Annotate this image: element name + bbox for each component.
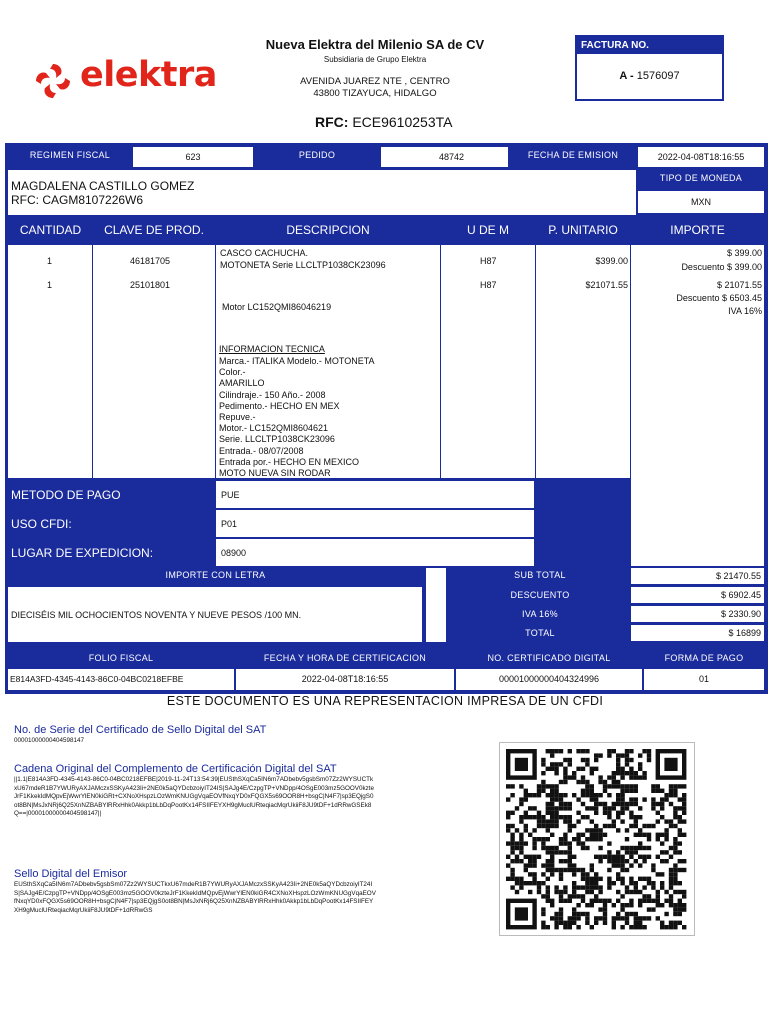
total-value: $ 16899 [631,625,764,641]
item-2-udm: H87 [480,280,497,290]
lugar-expedicion-label: LUGAR DE EXPEDICION: [11,546,154,560]
rfc-emisor-value: ECE9610253TA [352,114,453,130]
desc-line: Marca.- ITALIKA Modelo.- MOTONETA [219,356,375,366]
uso-cfdi-value: P01 [216,510,534,537]
elektra-logo [32,55,222,108]
company-address-line2: 43800 TIZAYUCA, HIDALGO [313,88,437,99]
importe-letra-label: IMPORTE CON LETRA [165,570,266,580]
descuento-label: DESCUENTO [510,590,570,600]
pedido-value: 48742 [381,147,508,167]
importe-letra-value: DIECISÉIS MIL OCHOCIENTOS NOVENTA Y NUEVE PESOS /100 MN. [11,610,302,620]
descuento-value: $ 6902.45 [631,587,764,603]
regimen-label: REGIMEN FISCAL [29,150,111,160]
sat-serie-value: 00001000000404598147 [14,737,85,744]
cliente-box [8,170,636,215]
col-udm: U DE M [467,223,509,237]
fecha-certificacion-label: FECHA Y HORA DE CERTIFICACION [263,653,427,663]
item-2-unitario: $21071.55 [585,280,628,290]
desc-line: Color.- [219,367,246,378]
folio-fiscal-value: E814A3FD-4345-4143-86C0-04BC0218EFBE [8,669,234,690]
col-cantidad: CANTIDAD [19,223,82,237]
company-subsidiary: Subsidiaria de Grupo Elektra [323,55,427,64]
factura-folio: 1576097 [636,70,680,82]
cliente-name: MAGDALENA CASTILLO GOMEZ [11,179,195,193]
factura-label: FACTURA NO. [577,37,722,54]
col-importe: IMPORTE [670,223,725,237]
subtotal-label: SUB TOTAL [514,570,566,580]
pedido-label: PEDIDO [298,150,336,160]
uso-cfdi-label: USO CFDI: [11,517,72,531]
item-2-importe: $ 21071.55 [716,280,762,290]
certificado-digital-label: NO. CERTIFICADO DIGITAL [487,653,611,663]
fecha-emision-value: 2022-04-08T18:16:55 [638,147,764,167]
qr-code-icon [500,743,694,935]
desc-line: Entrada por.- HECHO EN MEXICO [219,456,360,467]
elektra-logo-text: elektra [80,55,217,95]
moneda-value: MXN [638,191,764,213]
company-name: Nueva Elektra del Milenio SA de CV [265,37,485,52]
col-unitario: P. UNITARIO [548,223,618,237]
elektra-logo-icon [32,60,74,102]
desc-line: Motor.- LC152QMI8604621 [219,423,329,434]
item-1-importe: $ 399.00 [726,248,762,258]
col-descripcion: DESCRIPCION [286,223,370,237]
total-label: TOTAL [525,628,555,638]
lugar-expedicion-value: 08900 [216,539,534,566]
qr-code [499,742,695,936]
desc-line: MOTO NUEVA SIN RODAR [219,468,331,479]
fecha-emision-label: FECHA DE EMISION [527,150,619,160]
sat-sello-title: Sello Digital del Emisor [14,868,128,880]
forma-pago-label: FORMA DE PAGO [664,653,744,663]
forma-pago-value: 01 [644,669,764,690]
item-1-descuento: Descuento $ 399.00 [681,262,762,272]
fecha-certificacion-value: 2022-04-08T18:16:55 [236,669,454,690]
moneda-label: TIPO DE MONEDA [659,173,743,183]
iva-value: $ 2330.90 [631,606,764,622]
sat-cadena-value: ||1.1|E814A3FD-4345-4143-86C0-04BC0218EFBE|2019-11-24T13:54:39|EUSthSXqCa5IN6m7ADbebv5gsbSm07Zz2WYSUCTkxU67mdeR1B7YWURyAXJAMczxSSKyA423Ii+2NE0k5aQYDcbzoiyIT24IS|SAJg4E/CzpgTP+VNDpp/4OSgE003mz5GOOV0kzteJrF1KkekIdMQpvEjWwrYlEN0kiGRt+CXNoXHspzLOzWmKNUGgVqaEOVfNxqYD0xFQGX5s69OOR8H+bsgC|N4F7|sp3EQjgS0ot8BN|MsJxNRj6Q25XnNZBABYlRRxHhk0Akkp1bLbDqPootKx14FSIIFEYXH9gMuclURteqiacMqrUkiiF8JU9tDF+1dRRwGSEk8Q==|00001000000404598147|| [14,776,375,818]
folio-fiscal-label: FOLIO FISCAL [88,653,154,663]
desc-line: Pedimento.- HECHO EN MEX [219,400,340,411]
representacion-impresa: ESTE DOCUMENTO ES UNA REPRESENTACION IMPRESA DE UN CFDI [166,694,604,708]
rfc-emisor [315,114,452,130]
desc-motor: Motor LC152QMI86046219 [222,302,332,312]
item-2-cantidad: 1 [47,280,53,290]
item-1-clave: 46181705 [130,256,171,266]
regimen-value: 623 [133,147,253,167]
item-1-cantidad: 1 [47,256,53,266]
desc-info-title: INFORMACION TECNICA [219,344,325,354]
item-1-descripcion: CASCO CACHUCHA. [220,248,309,258]
metodo-pago-value: PUE [216,481,534,508]
sat-serie-title: No. de Serie del Certificado de Sello Digital del SAT [14,724,267,736]
desc-line: Entrada.- 08/07/2008 [219,445,304,456]
item-2-descuento: Descuento $ 6503.45 [676,293,762,303]
sat-sello-value: EUSthSXqCa5IN6m7ADbebv5gsbSm07Zz2WYSUCTkxU67mdeR1B7YWURyAXJAMczxSSKyA423Ii+2NE0k5aQYDcbzoiyIT24IS|SAJg4E/CzpgTP+VNDpp/4OSgE003mz5GOOV0kzteJrF1KkekIdMQpvEjWwrYlEN0kiGR4CXNoXHspzLOzWmKNUGgVqaEOVfNxqYD0xFQGX5s69OOR8H+bsgC|N4F7|sp3EQjgS0ot8BN|MsJxNRj6Q25XnNZBABYlRRxHhk0Akkp1bLbDqPootKx14FSIIFEYXH9gMuclURteqiacMqrUkiiF8JU9tDF+1dRRwGS [14,881,376,914]
item-1-udm: H87 [480,256,497,266]
iva-label: IVA 16% [522,609,558,619]
desc-line: Cilindraje.- 150 Año.- 2008 [219,389,326,400]
certificado-digital-value: 00001000000404324996 [456,669,642,690]
item-2-clave: 25101801 [130,280,171,290]
factura-box [575,35,724,101]
rfc-emisor-label: RFC: [315,114,349,130]
subtotal-value: $ 21470.55 [631,568,764,584]
desc-line: Serie. LLCLTP1038CK23096 [219,434,335,445]
importe-letra-divider [426,568,446,642]
factura-number [577,70,722,82]
sat-cadena-title: Cadena Original del Complemento de Certificación Digital del SAT [14,763,337,775]
desc-line: AMARILLO [219,378,265,389]
item-2-descripcion: MOTONETA Serie LLCLTP1038CK23096 [220,260,386,270]
desc-line: Repuve.- [219,412,256,423]
desc-info-lines [219,356,375,479]
cliente-rfc: RFC: CAGM8107226W6 [11,193,144,207]
item-2-iva: IVA 16% [728,306,762,316]
col-clave: CLAVE DE PROD. [104,223,204,237]
factura-serie: A - [619,70,634,82]
metodo-pago-label: METODO DE PAGO [11,488,121,502]
item-1-unitario: $399.00 [595,256,628,266]
company-address-line1: AVENIDA JUAREZ NTE , CENTRO [300,76,450,87]
